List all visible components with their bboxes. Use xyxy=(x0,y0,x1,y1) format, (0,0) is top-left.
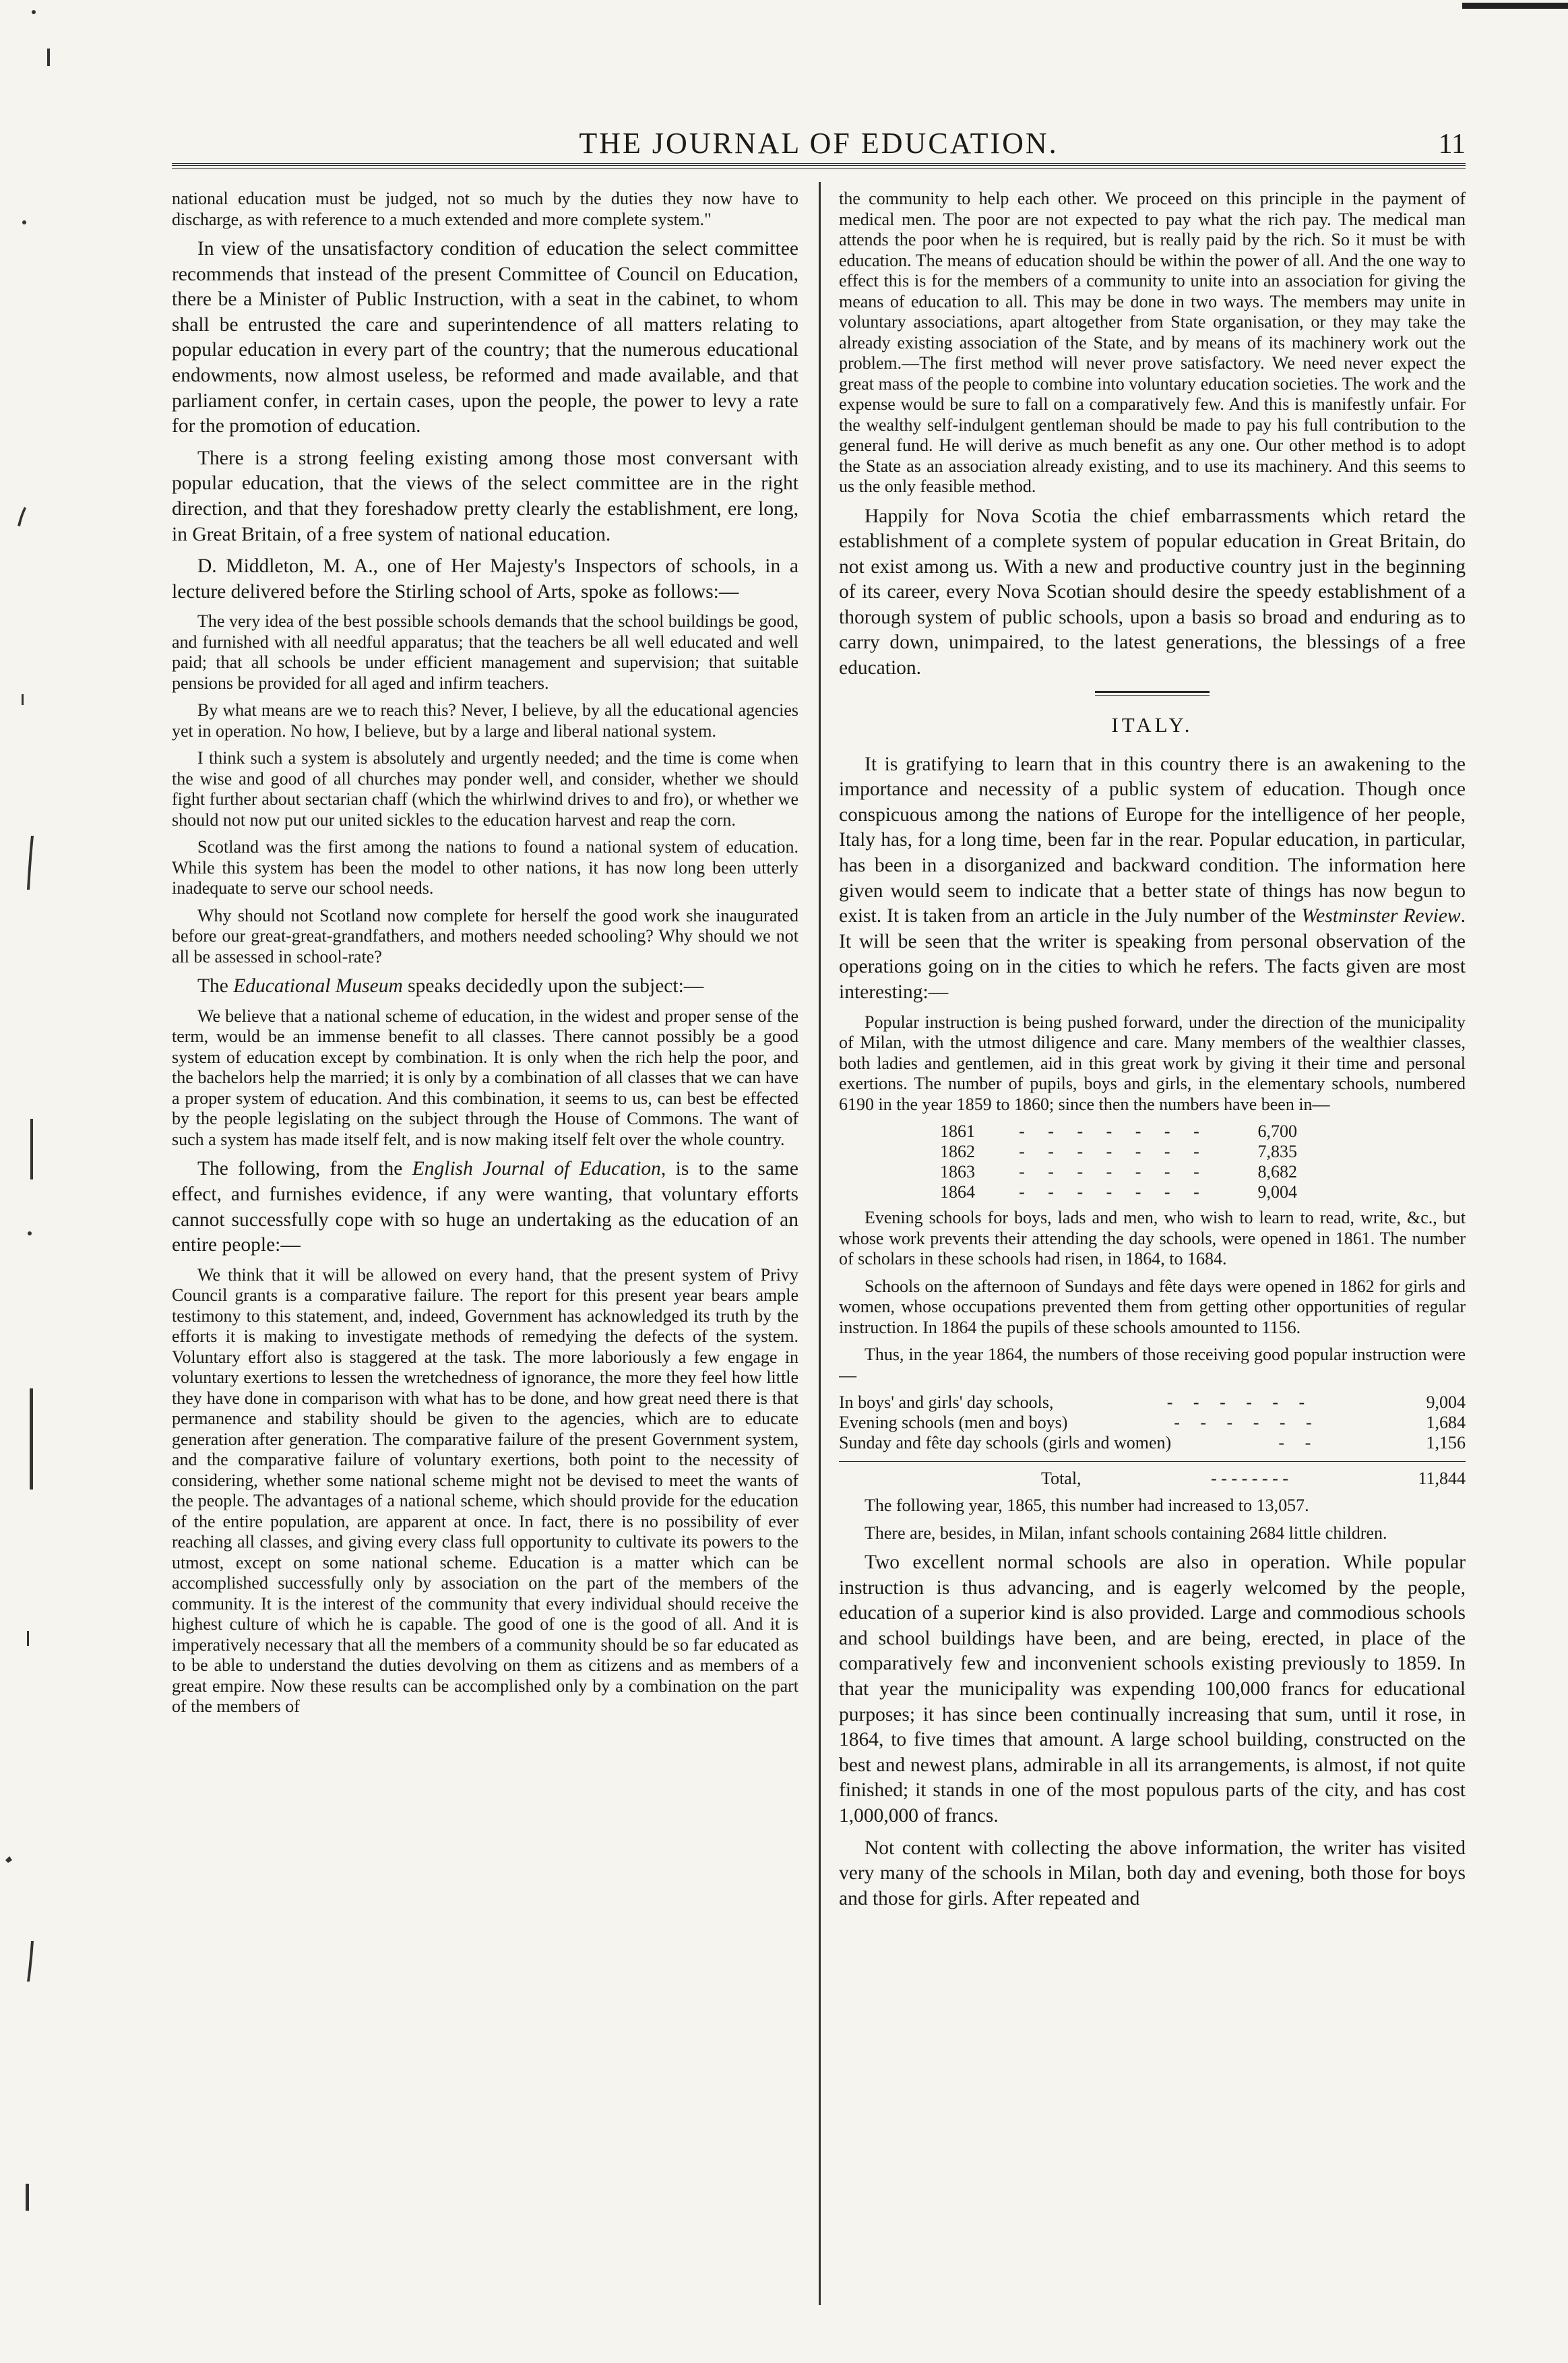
text-span: The xyxy=(197,975,234,998)
paragraph: Not content with collecting the above information, the writer has visited very many of the schools in Milan, both day and evening, both those for boys and those for girls. After repeated and xyxy=(839,1837,1466,1909)
total-row xyxy=(839,1461,1466,1489)
paragraph: Two excellent normal schools are also in operation. While popular instruction is thus advancing, and is eagerly welcomed by the people, education of a superior kind is also provided. Large and commodious schools and school buildings have been, and are being, erected, in place of the comparatively few and inconvenient schools existing previously to 1859. In that year the municipality was expending 100,000 francs for educational purposes; it has since been continually increasing that sum, until it rose, in 1864, to five times that amount. A large school building, constructed on the best and newest plans, admirable in all its arrangements, is almost, if not quite finished; it stands in one of the most populous parts of the city, and has cost 1,000,000 of francs. xyxy=(839,1552,1466,1827)
paragraph xyxy=(172,974,798,1000)
text-span: speaks decidedly upon the subject:— xyxy=(402,975,704,998)
quote-paragraph: Thus, in the year 1864, the numbers of those receiving good popular instruction were— xyxy=(839,1345,1466,1385)
row-label: Evening schools (men and boys) xyxy=(839,1413,1068,1433)
row-label: In boys' and girls' day schools, xyxy=(839,1392,1054,1413)
year-cell: 1863 xyxy=(940,1162,975,1182)
quote-paragraph: Evening schools for boys, lads and men, who wish to learn to read, write, &c., but whose work prevents their attending the day schools, were opened in 1861. The number of scholars in these schools had risen, in 1864, to 1684. xyxy=(839,1208,1466,1269)
year-cell: 1861 xyxy=(940,1122,975,1142)
table-row xyxy=(940,1182,1297,1202)
table-row xyxy=(940,1162,1297,1182)
paragraph: In view of the unsatisfactory condition of education the select committee recommends that instead of the present Committee of Council on Education, there be a Minister of Public Instruction, with a seat in the cabinet, to whom shall be entrusted the care and superintendence of all matters relating to popular education in every part of the country; that the numerous educational endowments, now almost useless, be reformed and made available, and that parliament confer, in certain cases, upon the people, the power to levy a rate for the promotion of education. xyxy=(172,238,798,437)
leader-dots: - - - - - - - xyxy=(1019,1162,1209,1182)
text-span: The following, from the xyxy=(197,1158,412,1180)
total-label: Total, xyxy=(1041,1469,1081,1489)
journal-title: THE JOURNAL OF EDUCATION. xyxy=(579,127,1059,160)
text-span: . It will be seen that the writer is speaking from personal observation of the operations going on in the cities to which he refers. The facts given are most interesting:— xyxy=(839,905,1466,1003)
row-value: 9,004 xyxy=(1426,1392,1466,1413)
quote-paragraph: We think that it will be allowed on every hand, that the present system of Privy Council grants is a comparative failure. The report for this present year bears ample testimony to this statement, and, indeed, Government has acknowledged its truth by the efforts it is making to investigate methods of remedying the defects of the system. Voluntary effort also is staggered at the task. The more laboriously a few engage in voluntary exertions to lessen the wretchedness of ignorance, the more they feel how little they have done in comparison with what has to be done, and how great need there is that permanence and stability should be given to the agencies, which are to educate generation after generation. The comparative failure of the present Government system, and the comparative failure of voluntary exertions, both point to the necessity of considering, whether some national scheme might not be devised to meet the wants of the people. The advantages of a national scheme, which should provide for the education of the entire population, are apparent at once. In fact, there is no possibility of ever reaching all classes, and giving every class full opportunity to cultivate its powers to the utmost, except on some national scheme. Education is a matter which can be accomplished successfully only by association on the part of the members of the community. It is the interest of the community that every individual should receive the highest culture of which he is capable. The good of one is the good of all. And it is imperatively necessary that all the members of a community should be so far educated as to be able to understand the duties devolving on them as citizens and as members of a great empire. Now these results can be accomplished only by a combination on the part of the members of xyxy=(172,1264,798,1717)
publication-name: Westminster Review xyxy=(1301,905,1461,927)
quote-paragraph: The very idea of the best possible schools demands that the school buildings be good, and furnished with all needful apparatus; that the teachers be all well educated and well paid; that all schools be under efficient management and supervision; that suitable pensions be provided for all aged and infirm teachers. xyxy=(172,611,798,693)
instruction-summary-table xyxy=(839,1392,1466,1489)
leader-dots: - - - - - - - xyxy=(1019,1182,1209,1202)
value-cell: 8,682 xyxy=(1257,1162,1297,1182)
right-column xyxy=(839,189,1466,2305)
margin-ink-marks xyxy=(0,0,88,2363)
section-heading: ITALY. xyxy=(1111,712,1193,737)
quote-paragraph: The following year, 1865, this number had increased to 13,057. xyxy=(865,1496,1309,1516)
table-row xyxy=(839,1392,1466,1413)
row-value: 1,684 xyxy=(1426,1413,1466,1433)
year-cell: 1862 xyxy=(940,1142,975,1162)
left-column xyxy=(172,189,798,2305)
table-row xyxy=(839,1413,1466,1433)
paragraph: D. Middleton, M. A., one of Her Majesty's Inspectors of schools, in a lecture delivered before the Stirling school of Arts, spoke as follows:— xyxy=(172,555,798,603)
total-value: 11,844 xyxy=(1418,1469,1466,1489)
quote-paragraph: Why should not Scotland now complete for herself the good work she inaugurated before our great-great-grandfathers, and mothers needed schooling? Why should we not all be assessed in school-rate? xyxy=(172,905,798,966)
value-cell: 6,700 xyxy=(1257,1122,1297,1142)
publication-name: Educational Museum xyxy=(233,975,403,998)
quote-paragraph: There are, besides, in Milan, infant schools containing 2684 little children. xyxy=(865,1523,1387,1543)
paragraph: national education must be judged, not so much by the duties they now have to discharge, as with reference to a much extended and more complete system." xyxy=(172,189,798,229)
table-row xyxy=(940,1122,1297,1142)
table-row xyxy=(940,1142,1297,1162)
paragraph xyxy=(839,752,1466,1006)
top-edge-rule xyxy=(1462,3,1568,9)
leader-dots: - - - - - - - - xyxy=(1211,1469,1288,1489)
row-value: 1,156 xyxy=(1426,1433,1466,1453)
paragraph: There is a strong feeling existing among those most conversant with popular education, that the views of the select committee are in the right direction, and that they foreshadow pretty clearly the establishment, ere long, in Great Britain, of a free system of national education. xyxy=(172,447,798,545)
column-divider xyxy=(819,182,821,2305)
quote-paragraph: Popular instruction is being pushed forward, under the direction of the municipality of Milan, with the utmost diligence and care. Many members of the wealthier classes, both ladies and gentlemen, aid in this great work by giving it their time and personal exertions. The number of pupils, boys and girls, in the elementary schools, numbered 6190 in the year 1859 to 1860; since then the numbers have been in— xyxy=(839,1012,1466,1114)
quote-paragraph: Schools on the afternoon of Sundays and fête days were opened in 1862 for girls and women, whose occupations prevented them from getting other opportunities of regular instruction. In 1864 the pupils of these schools amounted to 1156. xyxy=(839,1276,1466,1337)
leader-dots: - - - - - - - xyxy=(1019,1142,1209,1162)
value-cell: 9,004 xyxy=(1257,1182,1297,1202)
leader-dots: - - xyxy=(1278,1433,1319,1453)
quote-paragraph: the community to help each other. We proceed on this principle in the payment of medical men. The poor are not expected to pay what the rich pay. The medical man attends the poor when he is required, but is really paid by the rich. So it must be with education. The means of education should be within the power of all. And the one way to effect this is for the members of a community to unite into an association for giving the means of education to all. This may be done in two ways. The members may unite in voluntary associations, apart altogether from State organisation, or they may take the already existing association of the State, and by means of its machinery work out the problem.—The first method will never prove satisfactory. We need never expect the great mass of the people to combine into voluntary education societies. The work and the expense would be sure to fall on a comparatively few. And this is manifestly unfair. For the wealthy self-indulgent gentleman should be made to pay his full contribution to the general fund. He will derive as much benefit as any one. Our other method is to adopt the State as an association already existing, and to use its machinery. And this seems to us the only feasible method. xyxy=(839,189,1466,496)
quote-paragraph: By what means are we to reach this? Never, I believe, by all the educational agencies yet in operation. No how, I believe, but by a large and liberal national system. xyxy=(172,700,798,741)
paragraph: Happily for Nova Scotia the chief embarrassments which retard the establishment of a complete system of popular education in Great Britain, do not exist among us. With a new and productive country just in the beginning of its career, every Nova Scotian should desire the speedy establishment of a thorough system of public schools, upon a basis so broad and enduring as to carry down, unimpaired, to the latest generations, the blessings of a free education. xyxy=(839,505,1466,679)
text-span: It is gratifying to learn that in this country there is an awakening to the importance and necessity of a public system of education. Though once conspicuous among the nations of Europe for the intelligence of her people, Italy has, for a long time, been far in the rear. Popular education, in particular, has been in a disorganized and backward condition. The information here given would seem to indicate that a better state of things has now begun to exist. It is taken from an article in the July number of the xyxy=(839,753,1466,927)
section-rule xyxy=(1095,691,1210,696)
quote-paragraph: Scotland was the first among the nations to found a national system of education. While this system has been the model to other nations, it has now long been utterly inadequate to serve our school needs. xyxy=(172,837,798,898)
leader-dots: - - - - - - - xyxy=(1019,1122,1209,1142)
value-cell: 7,835 xyxy=(1257,1142,1297,1162)
header-rule xyxy=(172,163,1466,169)
leader-dots: - - - - - - xyxy=(1174,1413,1320,1433)
quote-paragraph: We believe that a national scheme of education, in the widest and proper sense of the term, would be an immense benefit to all classes. There cannot possibly be a good system of education except by combination. It is only when the rich help the poor, and the bachelors help the married; it is only by a combination of all classes that we can have a proper system of education. And this combination, it seems to us, can best be effected by the people legislating on the subject through the House of Commons. The want of such a system has made itself felt, and is now making itself felt over the whole country. xyxy=(172,1006,798,1149)
paragraph xyxy=(172,1157,798,1258)
year-cell: 1864 xyxy=(940,1182,975,1202)
quote-paragraph: I think such a system is absolutely and urgently needed; and the time is come when the wise and good of all churches may ponder well, and consider, whether we should fight further about sectarian chaff (which the whirlwind drives to and fro), or whether we should not now put our united sickles to the education harvest and reap the corn. xyxy=(172,748,798,830)
page-header xyxy=(172,120,1466,160)
publication-name: English Journal of Education xyxy=(412,1158,661,1180)
page-number: 11 xyxy=(1438,129,1466,160)
text-span: , is to the same effect, and furnishes evidence, if any were wanting, that voluntary efforts cannot successfully cope with so huge an undertaking as the education of an entire people:— xyxy=(172,1158,798,1256)
pupil-numbers-table xyxy=(940,1122,1297,1202)
row-label: Sunday and fête day schools (girls and women) xyxy=(839,1433,1172,1453)
leader-dots: - - - - - - xyxy=(1166,1392,1313,1413)
table-row xyxy=(839,1433,1466,1453)
